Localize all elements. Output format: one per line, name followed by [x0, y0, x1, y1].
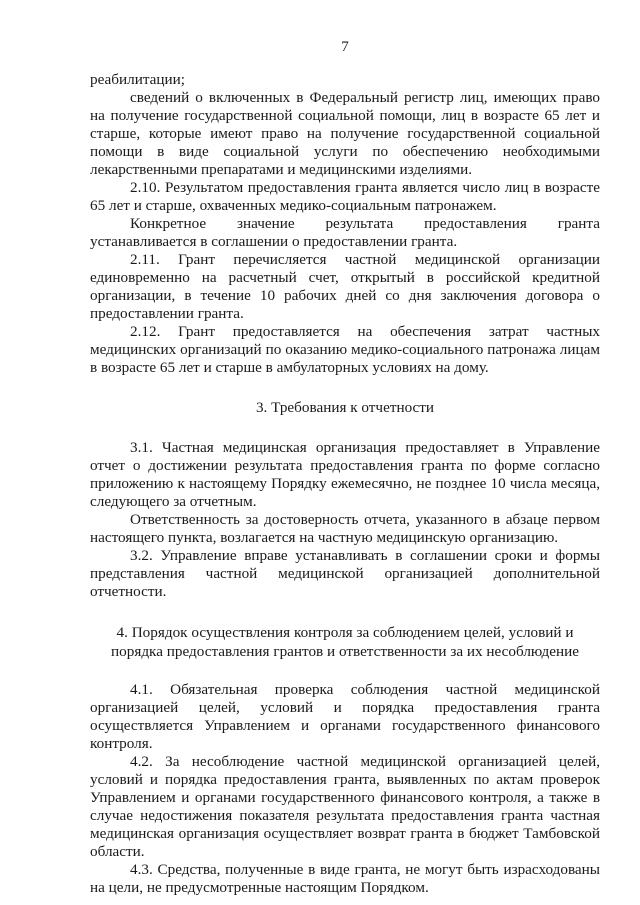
page-number: 7 [341, 39, 349, 55]
paragraph-responsibility: Ответственность за достоверность отчета, указанного в абзаце первом настоящего пункта, возлагается на частную медицинскую организацию. [90, 511, 600, 546]
paragraph-3-2: 3.2. Управление вправе устанавливать в соглашении сроки и формы представления частной медицинской организацией дополнительной отчетности. [90, 547, 600, 600]
paragraph-4-3: 4.3. Средства, полученные в виде гранта, не могут быть израсходованы на цели, не предусмотренные настоящим Порядком. [90, 861, 600, 896]
paragraph-result-value: Конкретное значение результата предоставления гранта устанавливается в соглашении о предоставлении гранта. [90, 215, 600, 250]
section-4-title-line-1: 4. Порядок осуществления контроля за соблюдением целей, условий и [116, 624, 574, 641]
section-4-title-line-2: порядка предоставления грантов и ответственности за их несоблюдение [111, 643, 579, 660]
paragraph-3-1: 3.1. Частная медицинская организация предоставляет в Управление отчет о достижении результата предоставления гранта по форме согласно приложению к настоящему Порядку ежемесячно, не позднее 10 числа месяца, следующего за отчетным. [90, 439, 600, 510]
paragraph-2-11: 2.11. Грант перечисляется частной медицинской организации единовременно на расчетный счет, открытый в российской кредитной организации, в течение 10 рабочих дней со дня заключения договора о предоставлении гранта. [90, 251, 600, 322]
section-4-title [90, 623, 600, 661]
document-body [90, 71, 600, 897]
paragraph-federal-register: сведений о включенных в Федеральный регистр лиц, имеющих право на получение государственной социальной помощи, лиц в возрасте 65 лет и старше, которые имеют право на получение государственной социальной помощи в виде социальной услуги по обеспечению необходимыми лекарственными препаратами и медицинскими изделиями. [90, 89, 600, 178]
paragraph-4-1: 4.1. Обязательная проверка соблюдения частной медицинской организацией целей, условий и порядка предоставления гранта осуществляется Управлением и органами государственного финансового контроля. [90, 681, 600, 752]
paragraph-rehabilitation: реабилитации; [90, 71, 185, 88]
paragraph-4-2: 4.2. За несоблюдение частной медицинской организацией целей, условий и порядка предоставления гранта, выявленных по актам проверок Управлением и органами государственного финансового контроля, а также в случае недостижения показателя результата предоставления гранта частная медицинская организация осуществляет возврат гранта в бюджет Тамбовской области. [90, 753, 600, 860]
paragraph-2-10: 2.10. Результатом предоставления гранта является число лиц в возрасте 65 лет и старше, охваченных медико-социальным патронажем. [90, 179, 600, 214]
section-3-title: 3. Требования к отчетности [255, 399, 435, 416]
paragraph-2-12: 2.12. Грант предоставляется на обеспечения затрат частных медицинских организаций по оказанию медико-социального патронажа лицам в возрасте 65 лет и старше в амбулаторных условиях на дому. [90, 323, 600, 376]
